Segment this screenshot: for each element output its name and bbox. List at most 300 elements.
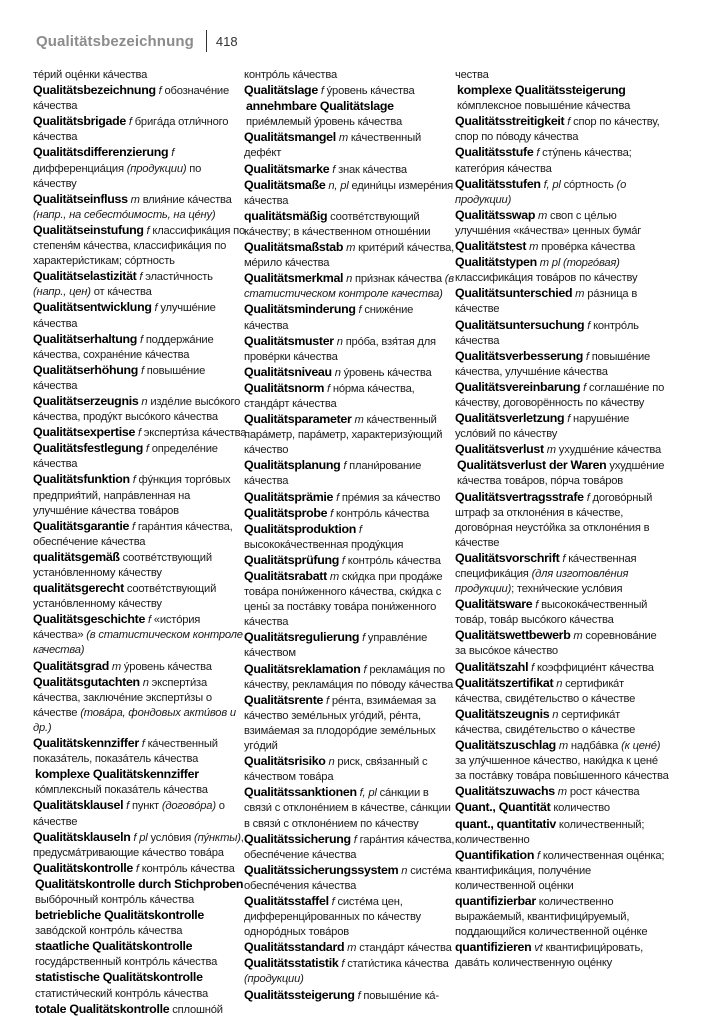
- translation: , предусмáтривающие кáчество товáра: [33, 831, 244, 859]
- headword: Qualitätsswap: [455, 207, 536, 222]
- sub-entry: [33, 767, 247, 798]
- translation: при́знак кáчества: [352, 273, 445, 286]
- grammar-label: f: [534, 849, 540, 862]
- grammar-label: m: [543, 444, 556, 457]
- dictionary-entry: [33, 830, 247, 861]
- translation: фýнкция торгóвых предприя́тий, напрáвленная на улучшéние кáчества товáров: [33, 474, 231, 517]
- translation: кáчественная специфика́ция: [455, 552, 637, 580]
- headword: Qualitätsmuster: [244, 333, 334, 348]
- headword: Qualitätsmaße: [244, 177, 326, 192]
- dictionary-entry: [33, 363, 247, 394]
- headword: Qualitätsparameter: [244, 412, 352, 427]
- translation: нарушéние услóвий по кáчеству: [455, 413, 630, 441]
- headword: Qualitätsstufen: [455, 176, 541, 191]
- grammar-label: f: [580, 381, 587, 394]
- headword: Qualitätsstatistik: [244, 956, 339, 971]
- headword: Qualitätserhaltung: [33, 331, 138, 346]
- headword: Qualitätseinstufung: [33, 222, 144, 237]
- grammar-label: m: [108, 660, 121, 673]
- usage-note: (напр., на себестóимость, на цéну): [33, 208, 216, 221]
- translation: классификáция по степеня́м кáчества, классификáция по характери́стикам; сóртность: [33, 224, 246, 268]
- grammar-label: n: [398, 864, 408, 877]
- grammar-label: f: [137, 333, 143, 346]
- headword: Qualitätsverletzung: [455, 411, 565, 426]
- headword: Qualitätszeugnis: [455, 706, 550, 721]
- dictionary-entry: [33, 192, 247, 223]
- dictionary-entry: [244, 988, 458, 1004]
- usage-note: (товáра, фондовых акти́вов и др.): [33, 706, 236, 734]
- dictionary-entry: [244, 630, 458, 661]
- page-header: [36, 30, 238, 52]
- translation: надбáвка: [567, 740, 622, 753]
- headword: Qualitätssicherungssystem: [244, 862, 399, 877]
- dictionary-entry: [455, 177, 669, 208]
- grammar-label: f: [132, 862, 139, 875]
- dictionary-entry: [33, 675, 247, 736]
- translation: чества: [455, 69, 489, 81]
- translation: тéрий оцéнки кáчества: [33, 69, 148, 81]
- usage-note: (продукции): [126, 162, 187, 175]
- headword: Quant., Quantität: [455, 800, 551, 815]
- continued-entry: [244, 68, 458, 83]
- dictionary-entry: [244, 240, 458, 271]
- dictionary-entry: [244, 302, 458, 333]
- grammar-label: f: [142, 443, 149, 456]
- grammar-label: f: [327, 507, 334, 520]
- translation: влия́ние кáчества: [139, 193, 232, 206]
- dictionary-entry: [244, 506, 458, 522]
- grammar-label: f: [135, 427, 141, 440]
- dictionary-entry: [244, 162, 458, 178]
- headword: Qualitätszuwachs: [455, 784, 555, 799]
- translation: соглашéние по кáчеству, договорённость по кáчеству: [455, 381, 665, 409]
- translation: ухудшéние кáчества товáров, пóрча товáров: [457, 460, 665, 488]
- headword: qualitätsgemäß: [33, 549, 120, 564]
- translation: рекламáция по кáчеству, рекламáция по пóводу кáчества: [244, 663, 454, 691]
- translation: улучшéние кáчества: [33, 302, 216, 330]
- grammar-label: m: [535, 209, 548, 222]
- translation: стандáрт кáчества: [356, 942, 452, 955]
- translation: соревновáние за высóкое кáчество: [455, 630, 657, 658]
- translation: контрóль кáчества: [333, 507, 429, 520]
- dictionary-entry: [33, 472, 247, 518]
- dictionary-entry: [244, 553, 458, 569]
- grammar-label: f: [360, 663, 367, 676]
- translation: управлéние кáчеством: [244, 632, 428, 660]
- translation: пункт: [129, 800, 162, 813]
- translation: издéлие высóкого кáчества, продýкт высóкого кáчества: [33, 395, 241, 424]
- dictionary-entry: [455, 738, 669, 784]
- headword: Qualitätsregulierung: [244, 630, 360, 645]
- grammar-label: f: [143, 224, 150, 237]
- headword: Qualitätsvorschrift: [455, 550, 560, 565]
- running-head: Qualitätsbezeichnung: [36, 32, 194, 50]
- sub-entry: [33, 939, 247, 970]
- grammar-label: f: [168, 147, 175, 160]
- grammar-label: m: [326, 571, 339, 583]
- translation: за улýчшенное кáчество, наки́дка к ценé за постáвку товáра повы́шенного кáчества: [455, 755, 669, 783]
- dictionary-entry: [455, 628, 669, 659]
- dictionary-entry: [244, 940, 458, 956]
- headword: Qualitätsreklamation: [244, 661, 361, 676]
- headword: Qualitätsentwicklung: [33, 300, 152, 315]
- column-1: [33, 68, 247, 1016]
- dictionary-entry: [33, 861, 247, 877]
- dictionary-entry: [33, 659, 247, 675]
- dictionary-entry: [33, 798, 247, 829]
- usage-note: (пýнкты): [194, 831, 241, 844]
- dictionary-entry: [244, 693, 458, 754]
- grammar-label: f: [138, 364, 144, 377]
- usage-note: (торгóвая): [563, 257, 620, 270]
- headword: Qualitätsklausel: [33, 798, 124, 813]
- dictionary-entry: [33, 83, 247, 114]
- dictionary-entry: [455, 551, 669, 597]
- grammar-label: f: [339, 554, 345, 567]
- grammar-label: f: [583, 491, 590, 504]
- dictionary-entry: [33, 300, 247, 331]
- grammar-label: n: [138, 395, 148, 408]
- dictionary-entry: [33, 441, 247, 472]
- grammar-label: f: [582, 350, 589, 363]
- headword: Qualitätsgrad: [33, 658, 109, 673]
- translation: классификáция товáров по кáчеству: [455, 272, 638, 285]
- translation: едини́цы измерéния кáчества: [244, 179, 454, 207]
- headword: Qualitätsklauseln: [33, 829, 131, 844]
- dictionary-entry: [33, 425, 247, 441]
- translation: контрóль кáчества: [455, 319, 639, 347]
- grammar-label: m: [526, 241, 539, 254]
- dictionary-entry: [244, 569, 458, 630]
- headword: Qualitätssteigerung: [244, 987, 355, 1002]
- usage-note: (в статистическом контроле качества): [33, 629, 243, 657]
- dictionary-entry: [455, 442, 669, 458]
- headword: Qualitätswettbewerb: [455, 628, 571, 643]
- translation: систéма цен, дифференци́рованных по кáчеству однорóдных товáров: [244, 895, 421, 939]
- translation: повышéние кáчества, улучшéние кáчества: [455, 350, 651, 378]
- dictionary-entry: [244, 863, 458, 894]
- translation: статисти́ческий контрóль кáчества: [35, 987, 209, 1000]
- grammar-label: f: [129, 520, 135, 533]
- headword: Qualitätsstaffel: [244, 893, 329, 908]
- dictionary-entry: [244, 832, 458, 863]
- headword: Qualitätsrabatt: [244, 569, 327, 583]
- headword: Quantifikation: [455, 847, 535, 862]
- translation: количественно выражáемый, квантифици́руемый, поддающийся количественной оцéнке: [455, 895, 648, 939]
- translation: ски́дка при продáже товáра пони́женного кáчества, ски́дка с цены́ за постáвку товáра пони́женного кáчества: [244, 571, 443, 629]
- headword: komplexe Qualitätssteigerung: [457, 83, 626, 98]
- headword: Qualitätsexpertise: [33, 425, 136, 440]
- dictionary-entry: [455, 239, 669, 255]
- grammar-label: n: [325, 756, 335, 769]
- translation: стýпень кáчества; категóрия кáчества: [455, 147, 632, 175]
- headword: Qualitätsmangel: [244, 130, 336, 145]
- translation: сертификáт кáчества, свидéтельство о кáчестве: [455, 677, 636, 705]
- headword: quant., quantitativ: [455, 816, 556, 831]
- dictionary-entry: [33, 223, 247, 269]
- dictionary-entry: [33, 145, 247, 191]
- translation: высококáчественная продýкция: [244, 538, 404, 551]
- headword: Qualitätssicherung: [244, 831, 351, 846]
- column-3: [455, 68, 669, 993]
- translation: договóрный штраф за отклонéния в кáчестве, договóрная неустóйка за отклонéния в кáчестве: [455, 491, 653, 549]
- translation: кóмплексный показáтель кáчества: [35, 784, 208, 797]
- dictionary-entry: [455, 707, 669, 738]
- translation: стати́стика кáчества: [344, 958, 449, 971]
- translation: рáзница в кáчестве: [455, 288, 638, 316]
- grammar-label: f pl: [130, 831, 148, 844]
- dictionary-entry: [244, 754, 458, 785]
- grammar-label: f: [350, 833, 357, 846]
- headword: komplexe Qualitätskennziffer: [35, 767, 199, 782]
- headword: Qualitätskontrolle: [33, 860, 133, 875]
- grammar-label: f: [129, 474, 136, 487]
- translation: от кáчества: [90, 286, 152, 299]
- grammar-label: f: [532, 599, 539, 612]
- dictionary-entry: [244, 381, 458, 412]
- grammar-label: f: [329, 163, 336, 176]
- dictionary-entry: [455, 660, 669, 676]
- translation: сáнкции в связи́ с отклонéнием в кáчестве, сáнкции в связи́ с отклонéнием по кáчеству: [244, 787, 451, 830]
- headword: Qualitätsproduktion: [244, 521, 357, 536]
- translation: приéмлемый ýровень кáчества: [246, 116, 402, 129]
- grammar-label: n: [553, 677, 563, 690]
- dictionary-entry: [455, 894, 669, 940]
- dictionary-entry: [455, 490, 669, 551]
- headword: Qualitätszuschlag: [455, 738, 556, 753]
- headword: Qualitätsbezeichnung: [33, 83, 156, 98]
- translation: «истóрия кáчества»: [33, 614, 201, 642]
- dictionary-entry: [33, 581, 247, 612]
- dictionary-entry: [455, 848, 669, 894]
- headword: Qualitätsstufe: [455, 145, 534, 160]
- headword: Qualitätsstreitigkeit: [455, 114, 565, 129]
- headword: Qualitätssanktionen: [244, 785, 357, 800]
- headword: Qualitätsminderung: [244, 302, 356, 317]
- sub-entry: [455, 458, 669, 489]
- translation: сóртность: [560, 178, 617, 191]
- usage-note: (продукции): [244, 973, 304, 986]
- translation: ухудшéние кáчества: [555, 444, 662, 457]
- headword: Qualitätsrisiko: [244, 754, 326, 769]
- dictionary-entry: [33, 612, 247, 658]
- translation: рост кáчества: [566, 786, 640, 799]
- translation: коэффициéнт кáчества: [534, 661, 654, 674]
- translation: завóдской контрóль кáчества: [35, 925, 183, 938]
- dictionary-entry: [455, 940, 669, 971]
- dictionary-entry: [244, 178, 458, 209]
- translation: высококáчественный товáр, товáр высóкого кáчества: [455, 599, 648, 627]
- sub-entry: [244, 99, 458, 130]
- headword: Qualitätsmarke: [244, 161, 330, 176]
- translation: соотвéтствующий устанóвленному кáчеству: [33, 551, 212, 579]
- translation: прóба, взя́тая для провéрки кáчества: [244, 335, 436, 363]
- headword: staatliche Qualitätskontrolle: [35, 939, 193, 954]
- usage-note: (договóра): [161, 800, 216, 813]
- headword: Qualitätsvereinbarung: [455, 379, 581, 394]
- headword: Qualitätsfestlegung: [33, 441, 143, 456]
- grammar-label: m: [555, 740, 568, 753]
- headword: statistische Qualitätskontrolle: [35, 970, 203, 985]
- translation: прéмия за кáчество: [338, 491, 441, 504]
- translation: спор по кáчеству, спор по пóводу кáчества: [455, 116, 660, 144]
- sub-entry: [33, 908, 247, 939]
- grammar-label: m: [351, 414, 364, 427]
- translation: ýровень кáчества: [340, 366, 432, 379]
- grammar-label: n, pl: [325, 179, 349, 192]
- grammar-label: f: [333, 491, 339, 504]
- headword: Qualitätstypen: [455, 255, 537, 270]
- grammar-label: f: [323, 694, 329, 707]
- grammar-label: f: [355, 304, 362, 317]
- translation: контрóль кáчества: [244, 69, 337, 81]
- translation: гарáнтия кáчества, обеспéчение кáчества: [33, 520, 233, 548]
- grammar-label: f: [138, 738, 145, 751]
- headword: totale Qualitätskontrolle: [35, 1001, 170, 1016]
- dictionary-entry: [455, 255, 669, 286]
- sub-entry: [33, 970, 247, 1001]
- headword: Qualitätsprobe: [244, 505, 328, 520]
- grammar-label: m: [335, 132, 348, 145]
- grammar-label: f: [155, 85, 162, 98]
- headword: Qualitätsfunktion: [33, 472, 130, 487]
- translation: кáчественный показáтель, показáтель кáчества: [33, 738, 218, 766]
- translation: гарáнтия кáчества, обеспéчение кáчества: [244, 833, 455, 861]
- translation: рéнта, взимáемая за кáчество земéльных угóдий, рéнта, взимáемая за плодорóдие земéльных угóдий: [244, 694, 436, 753]
- headword: Qualitätsstandard: [244, 940, 345, 955]
- headword: Qualitätsprüfung: [244, 552, 340, 567]
- grammar-label: f: [328, 895, 335, 908]
- headword: Qualitätsplanung: [244, 458, 341, 473]
- translation: бригáда отли́чного кáчества: [33, 116, 229, 144]
- translation: обозначéние кáчества: [33, 85, 229, 113]
- dictionary-entry: [33, 394, 247, 425]
- headword: Qualitätszertifikat: [455, 675, 554, 690]
- translation: дифференциáция: [33, 162, 127, 175]
- translation: знак кáчества: [335, 163, 407, 176]
- headword: Qualitätsrente: [244, 692, 324, 707]
- translation: ; техни́ческие услóвия: [511, 583, 623, 596]
- usage-note: (для изготовлéния продукции): [455, 568, 629, 596]
- headword: qualitätsmäßig: [244, 208, 328, 223]
- grammar-label: f, pl: [356, 787, 377, 800]
- headword: Qualitätsvertragsstrafe: [455, 489, 584, 504]
- grammar-label: f: [533, 147, 540, 160]
- grammar-label: f: [354, 989, 361, 1002]
- translation: эксперти́за кáчества, заключéние эксперти́зы о кáчестве: [33, 676, 212, 719]
- translation: снижéние кáчества: [244, 304, 414, 332]
- dictionary-entry: [455, 318, 669, 349]
- grammar-label: f: [528, 661, 535, 674]
- headword: Qualitätskennziffer: [33, 736, 139, 751]
- dictionary-entry: [244, 490, 458, 506]
- translation: повышéние кá-: [360, 989, 439, 1002]
- translation: ýровень кáчества: [121, 660, 212, 673]
- usage-note: (напр., цен): [33, 286, 91, 299]
- translation: соотвéтствующий кáчеству; в кáчественном отношéнии: [244, 210, 431, 238]
- headword: betriebliche Qualitätskontrolle: [35, 908, 205, 923]
- dictionary-entry: [455, 676, 669, 707]
- translation: кáчественный дефéкт: [244, 132, 422, 160]
- headword: Qualitätsuntersuchung: [455, 317, 585, 332]
- dictionary-entry: [244, 130, 458, 161]
- headword: Qualitätsgarantie: [33, 518, 130, 533]
- dictionary-entry: [455, 286, 669, 317]
- dictionary-entry: [455, 817, 669, 848]
- grammar-label: n: [331, 366, 341, 379]
- grammar-label: m: [572, 288, 585, 301]
- grammar-label: f: [136, 271, 143, 284]
- translation: госудáрственный контрóль кáчества: [35, 956, 218, 969]
- grammar-label: f, pl: [540, 178, 561, 191]
- translation: повышéние кáчества: [33, 364, 206, 392]
- dictionary-entry: [244, 334, 458, 365]
- translation: выбóрочный контрóль кáчества: [35, 893, 194, 906]
- headword: quantifizieren: [455, 940, 532, 955]
- dictionary-entry: [33, 269, 247, 300]
- grammar-label: f: [145, 614, 151, 627]
- sub-entry: [455, 83, 669, 114]
- dictionary-entry: [244, 522, 458, 553]
- grammar-label: f: [564, 413, 571, 426]
- dictionary-entry: [455, 145, 669, 176]
- translation: о кáчестве: [33, 800, 225, 828]
- headword: Qualitätserhöhung: [33, 362, 139, 377]
- grammar-label: m: [127, 193, 140, 206]
- dictionary-entry: [33, 332, 247, 363]
- dictionary-entry: [455, 784, 669, 800]
- dictionary-entry: [244, 365, 458, 381]
- sub-entry: [33, 1002, 247, 1018]
- dictionary-entry: [33, 736, 247, 767]
- headword: qualitätsgerecht: [33, 581, 124, 596]
- translation: риск, свя́занный с кáчеством товáра: [244, 756, 428, 784]
- dictionary-entry: [244, 956, 458, 987]
- translation: поддержáние кáчества, сохранéние кáчества: [33, 333, 214, 361]
- grammar-label: m: [343, 242, 356, 255]
- translation: сплошнóй: [169, 1003, 223, 1016]
- continued-entry: [33, 68, 247, 83]
- grammar-label: m: [570, 630, 583, 643]
- dictionary-entry: [244, 785, 458, 831]
- grammar-label: m: [554, 786, 567, 799]
- grammar-label: f: [564, 116, 571, 129]
- headword: Qualitätsverlust der Waren: [457, 458, 607, 473]
- translation: по кáчеству: [33, 162, 202, 190]
- usage-note: (в статистическом контроле качества): [244, 273, 454, 301]
- translation: количественный; количественно: [455, 818, 645, 846]
- grammar-label: n: [549, 708, 559, 721]
- grammar-label: n: [333, 335, 343, 348]
- headword: Qualitätslage: [244, 83, 318, 98]
- dictionary-entry: [455, 800, 669, 816]
- headword: Qualitätsgutachten: [33, 674, 140, 689]
- continued-entry: [455, 68, 669, 83]
- translation: определéние кáчества: [33, 443, 218, 471]
- dictionary-entry: [455, 411, 669, 442]
- usage-note: (о продукции): [455, 178, 627, 206]
- grammar-label: f: [123, 800, 130, 813]
- usage-note: (к ценé): [621, 740, 661, 753]
- dictionary-entry: [455, 208, 669, 239]
- grammar-label: m: [344, 942, 357, 955]
- headword: Qualitätstest: [455, 239, 527, 254]
- dictionary-entry: [455, 380, 669, 411]
- translation: эласти́чность: [142, 271, 213, 284]
- headword: Qualitätsniveau: [244, 364, 332, 379]
- translation: нóрма кáчества, стандáрт кáчества: [244, 382, 415, 410]
- grammar-label: n: [343, 273, 353, 286]
